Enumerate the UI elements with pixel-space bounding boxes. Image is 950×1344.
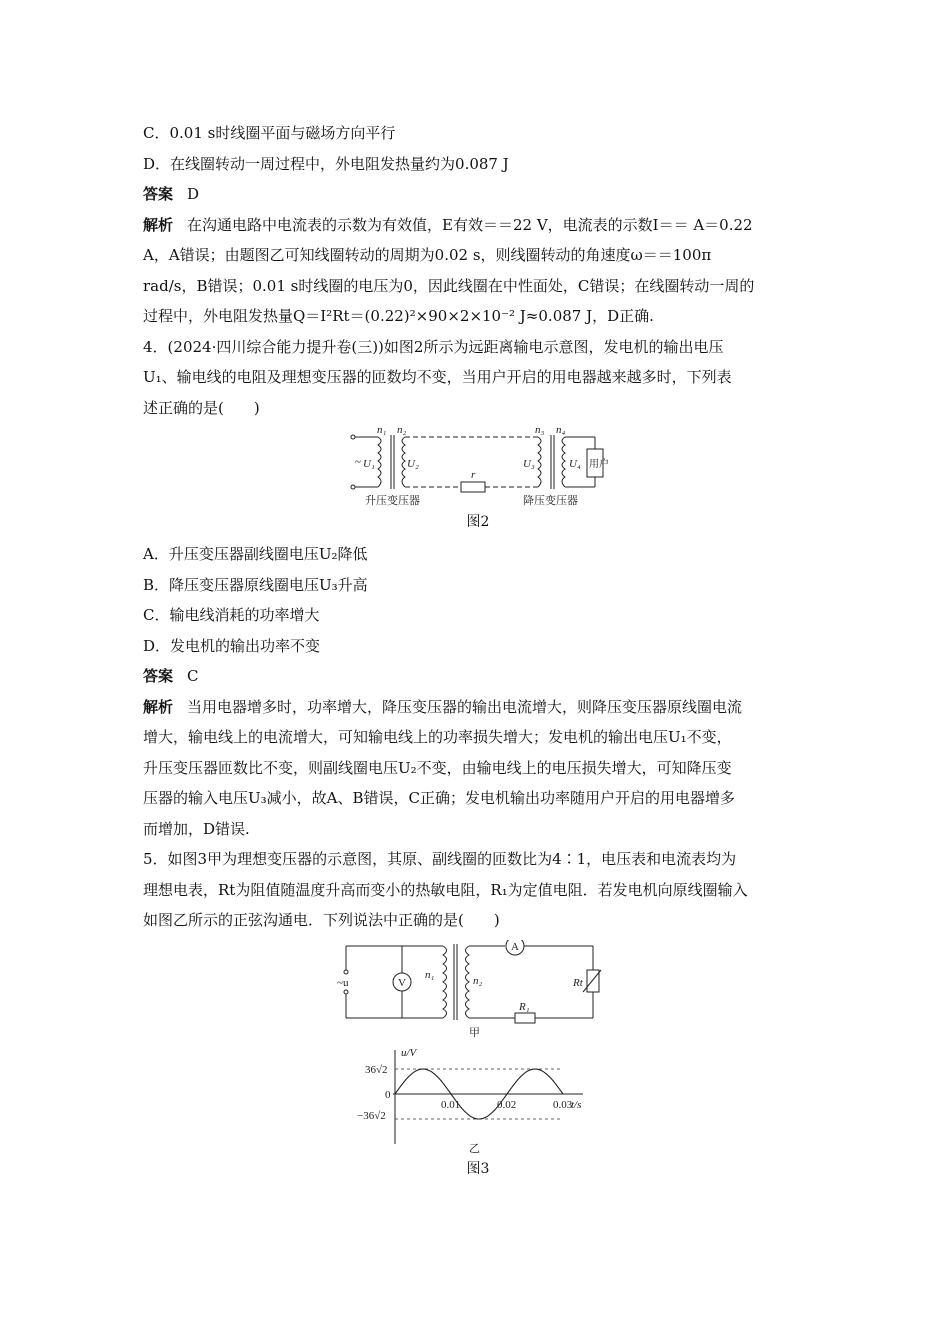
q3-option-c: C．0.01 s时线圈平面与磁场方向平行 (143, 124, 396, 142)
x-axis-label: t/s (571, 1098, 582, 1111)
q4-analysis-line-1 (143, 692, 813, 723)
q4-analysis-line-2: 增大，输电线上的电流增大，可知输电线上的功率损失增大；发电机的输出电压U₁不变， (143, 728, 732, 746)
figure-3-caption: 图3 (466, 1160, 490, 1177)
figure-3a (143, 940, 813, 1040)
label-n2: n₂ (473, 974, 483, 987)
q4-option-a: A．升压变压器副线圈电压U₂降低 (143, 545, 368, 563)
label-rt: Rt (573, 976, 583, 989)
chart-axes (393, 1050, 583, 1144)
q4-option-c: C．输电线消耗的功率增大 (143, 606, 320, 624)
label-user: 用户 (589, 459, 609, 470)
q3-answer (143, 179, 813, 210)
label-n2: n₂ (397, 427, 407, 436)
ammeter-label: A (511, 940, 519, 953)
q4-stem-line-3: 述正确的是( ) (143, 398, 260, 417)
label-n1: n₁ (377, 427, 387, 436)
q3-analysis-line-3: rad/s，B错误；0.01 s时线圈的电压为0，因此线圈在中性面处，C错误；在线圈转动一周的 (143, 276, 755, 295)
answer-label: 答案 (143, 185, 174, 203)
label-u3: U₃ (523, 458, 535, 470)
q5-stem-line-1: 5．如图3甲为理想变压器的示意图，其原、副线圈的匝数比为4∶1，电压表和电流表均为 (143, 850, 737, 868)
label-n4: n₄ (556, 427, 566, 436)
y-axis-label: u/V (401, 1046, 417, 1059)
q3-analysis-line-1 (143, 210, 813, 241)
q4-stem-line-1: 4．(2024·四川综合能力提升卷(三))如图2所示为远距离输电示意图，发电机的输出电压 (143, 337, 724, 356)
q3-option-d: D．在线圈转动一周过程中，外电阻发热量约为0.087 J (143, 154, 509, 173)
label-n3: n₃ (535, 427, 545, 436)
y-tick-zero: 0 (385, 1088, 391, 1101)
analysis-text: 在沟通电路中电流表的示数为有效值，E有效＝＝22 V，电流表的示数I＝＝ A＝0.22 (187, 215, 753, 234)
transformer-circuit (143, 940, 813, 1040)
q4-analysis-line-5: 而增加，D错误. (143, 819, 250, 838)
figure-3b (143, 1044, 813, 1154)
label-r1: R₁ (519, 1000, 530, 1013)
transmission-diagram (143, 427, 813, 507)
y-tick-min: −36√2 (357, 1109, 386, 1122)
label-step-up: 升压变压器 (365, 495, 420, 507)
label-u1: U₁ (363, 458, 375, 470)
q4-analysis-line-4: 压器的输入电压U₃减小，故A、B错误，C正确；发电机输出功率随用户开启的用电器增多 (143, 789, 735, 807)
analysis-text: 当用电器增多时，功率增大，降压变压器的输出电流增大，则降压变压器原线圈电流 (187, 697, 743, 716)
q5-stem-line-2: 理想电表，Rt为阻值随温度升高而变小的热敏电阻，R₁为定值电阻．若发电机向原线圈输入 (143, 880, 748, 899)
analysis-label: 解析 (143, 697, 174, 716)
answer-value: D (187, 185, 200, 203)
label-step-down: 降压变压器 (523, 495, 578, 507)
label-u2: U₂ (407, 458, 419, 470)
q5-stem-line-3: 如图乙所示的正弦沟通电．下列说法中正确的是( ) (143, 911, 500, 929)
voltmeter-label: V (398, 976, 406, 989)
q3-analysis-line-2: A，A错误；由题图乙可知线圈转动的周期为0.02 s，则线圈转动的角速度ω＝＝100π (143, 246, 712, 264)
q4-answer (143, 661, 813, 692)
y-tick-max: 36√2 (365, 1063, 388, 1076)
figure-3b-label: 乙 (469, 1142, 480, 1154)
voltage-chart (143, 1044, 813, 1154)
q4-option-d: D．发电机的输出功率不变 (143, 636, 321, 655)
analysis-label: 解析 (143, 215, 174, 234)
figure-2-caption: 图2 (466, 514, 490, 530)
q4-stem-line-2: U₁、输电线的电阻及理想变压器的匝数均不变，当用户开启的用电器越来越多时，下列表 (143, 368, 732, 386)
figure-2 (143, 427, 813, 507)
figure-3a-label: 甲 (469, 1026, 480, 1039)
label-u: ~u (337, 976, 349, 989)
label-u4: U₄ (569, 458, 581, 470)
x-tick-1: 0.01 (441, 1098, 461, 1111)
page-content (143, 118, 813, 1180)
q4-option-b: B．降压变压器原线圈电压U₃升高 (143, 575, 368, 594)
x-tick-3: 0.03 (553, 1098, 573, 1111)
answer-label: 答案 (143, 667, 174, 685)
label-r: r (471, 469, 476, 481)
ac-symbol: ~ (355, 456, 361, 468)
answer-value: C (187, 667, 199, 685)
q4-analysis-line-3: 升压变压器匝数比不变，则副线圈电压U₂不变，由输电线上的电压损失增大，可知降压变 (143, 758, 732, 777)
q3-analysis-line-4: 过程中，外电阻发热量Q＝I²Rt＝(0.22)²×90×2×10⁻² J≈0.087 J，D正确. (143, 307, 654, 325)
label-n1: n₁ (425, 968, 435, 981)
x-tick-2: 0.02 (497, 1098, 517, 1111)
